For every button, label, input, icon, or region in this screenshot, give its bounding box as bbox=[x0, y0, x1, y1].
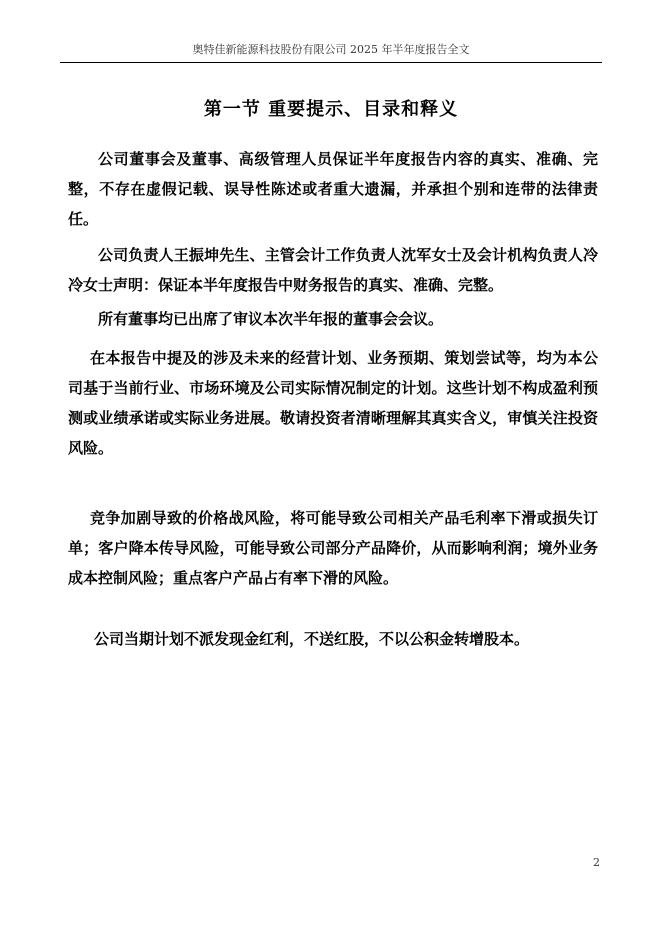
section-title: 第一节 重要提示、目录和释义 bbox=[203, 99, 459, 120]
paragraph-responsible-persons-statement: 公司负责人王振坤先生、主管会计工作负责人沈军女士及会计机构负责人冷冷女士声明：保证本半年度报告中财务报告的真实、准确、完整。 bbox=[68, 246, 598, 294]
paragraph-directors-attendance: 所有董事均已出席了审议本次半年报的董事会会议。 bbox=[98, 310, 444, 328]
paragraph-risk-factors: 竞争加剧导致的价格战风险，将可能导致公司相关产品毛利率下滑或损失订单；客户降本传导风险，可能导致公司部分产品降价，从而影响利润；境外业务成本控制风险；重点客户产品占有率下滑的风险。 bbox=[68, 509, 598, 587]
paragraph-dividend-plan: 公司当期计划不派发现金红利，不送红股，不以公积金转增股本。 bbox=[94, 630, 530, 648]
paragraph-forward-looking-statement: 在本报告中提及的涉及未来的经营计划、业务预期、策划尝试等，均为本公司基于当前行业、市场环境及公司实际情况制定的计划。这些计划不构成盈利预测或业绩承诺或实际业务进展。敬请投资者清晰理解其真实含义，审慎关注投资风险。 bbox=[68, 349, 598, 457]
page-number: 2 bbox=[593, 856, 600, 869]
page-header: 奥特佳新能源科技股份有限公司 2025 年半年度报告全文 bbox=[60, 40, 602, 63]
paragraph-board-guarantee: 公司董事会及董事、高级管理人员保证半年度报告内容的真实、准确、完整，不存在虚假记载、误导性陈述或者重大遗漏，并承担个别和连带的法律责任。 bbox=[68, 150, 598, 228]
